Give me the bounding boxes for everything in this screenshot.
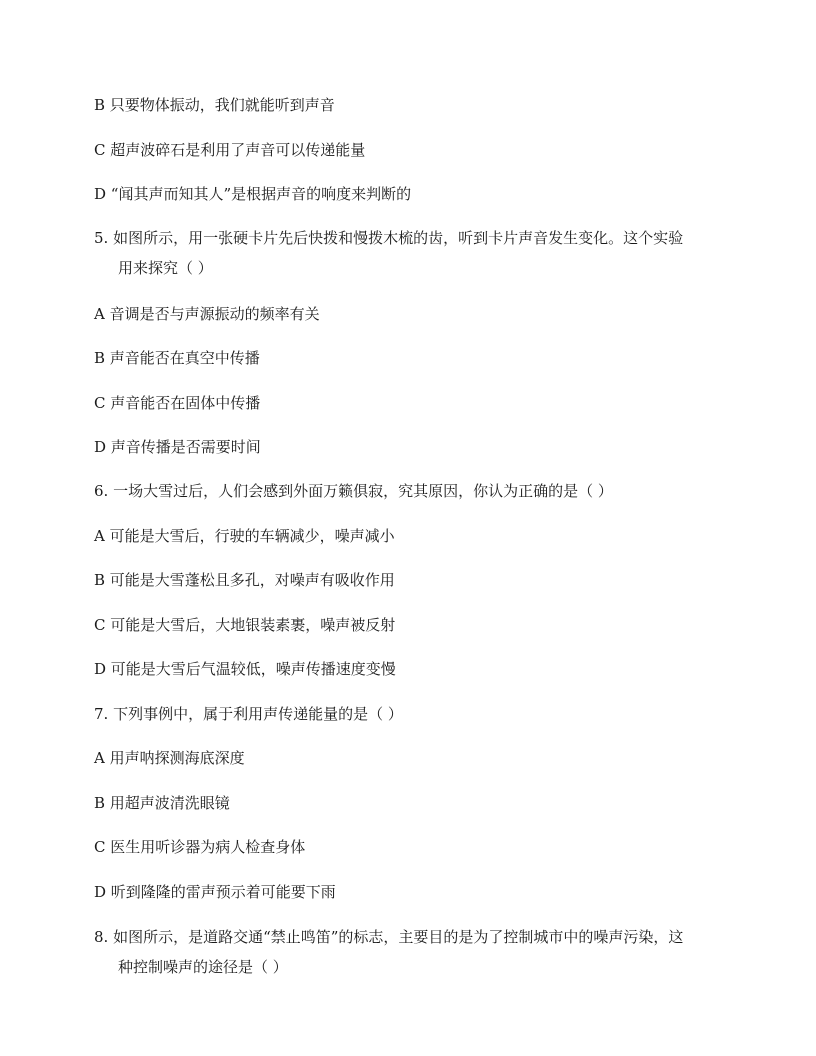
question-8-stem-line1: 8. 如图所示，是道路交通“禁止鸣笛”的标志，主要目的是为了控制城市中的噪声污染，这 [94, 928, 684, 946]
question-8-stem-line2: 种控制噪声的途径是（ ） [118, 958, 288, 976]
question-6-stem: 6. 一场大雪过后，人们会感到外面万籁俱寂，究其原因，你认为正确的是（ ） [94, 482, 613, 500]
question-8-stem [94, 922, 734, 982]
q6-option-c: C 可能是大雪后，大地银装素裹，噪声被反射 [94, 616, 396, 634]
q4-option-d: D “闻其声而知其人”是根据声音的响度来判断的 [94, 185, 412, 203]
question-5-stem-line1: 5. 如图所示，用一张硬卡片先后快拨和慢拨木梳的齿，听到卡片声音发生变化。这个实验 [94, 229, 684, 247]
question-5-stem-line2: 用来探究（ ） [118, 259, 213, 277]
q5-option-c: C 声音能否在固体中传播 [94, 394, 261, 412]
question-7-stem: 7. 下列事例中，属于利用声传递能量的是（ ） [94, 705, 403, 723]
q7-option-c: C 医生用听诊器为病人检查身体 [94, 838, 306, 856]
q6-option-a: A 可能是大雪后，行驶的车辆减少，噪声减小 [94, 527, 395, 545]
q5-option-d: D 声音传播是否需要时间 [94, 438, 261, 456]
q6-option-b: B 可能是大雪蓬松且多孔，对噪声有吸收作用 [94, 571, 395, 589]
q4-option-c: C 超声波碎石是利用了声音可以传递能量 [94, 141, 366, 159]
q5-option-b: B 声音能否在真空中传播 [94, 349, 260, 367]
q7-option-b: B 用超声波清洗眼镜 [94, 794, 230, 812]
q7-option-d: D 听到隆隆的雷声预示着可能要下雨 [94, 883, 336, 901]
q4-option-b: B 只要物体振动，我们就能听到声音 [94, 96, 335, 114]
q7-option-a: A 用声呐探测海底深度 [94, 749, 245, 767]
q5-option-a: A 音调是否与声源振动的频率有关 [94, 305, 320, 323]
question-5-stem [94, 223, 734, 283]
q6-option-d: D 可能是大雪后气温较低，噪声传播速度变慢 [94, 660, 396, 678]
